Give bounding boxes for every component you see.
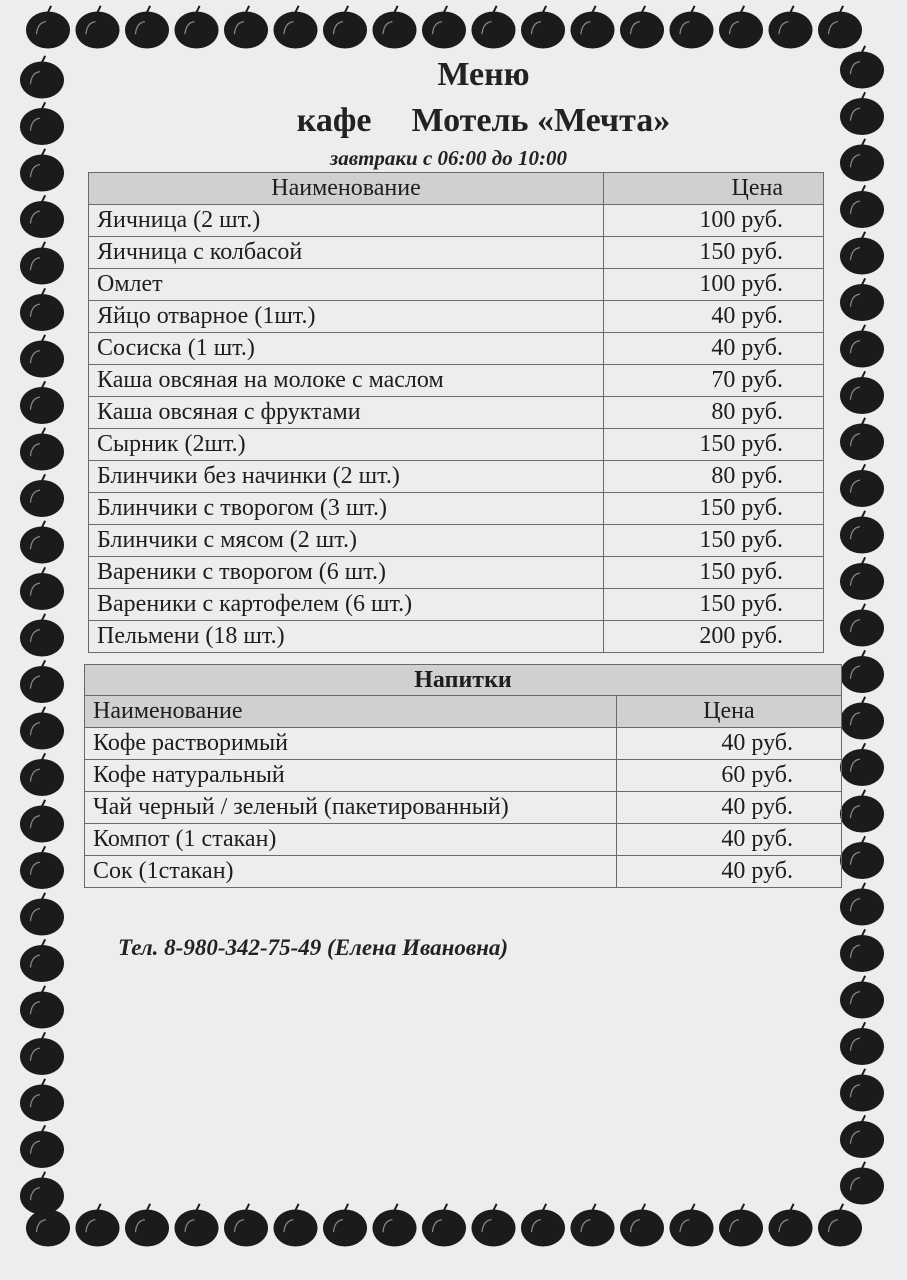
apple-icon bbox=[323, 6, 367, 49]
item-name: Кофе натуральный bbox=[85, 760, 617, 792]
item-price: 150 руб. bbox=[604, 237, 824, 269]
item-price: 100 руб. bbox=[604, 205, 824, 237]
drinks-table bbox=[84, 664, 842, 888]
apple-icon bbox=[669, 6, 713, 49]
apple-icon bbox=[125, 6, 169, 49]
drinks-section-header bbox=[85, 665, 842, 696]
item-name: Блинчики с творогом (3 шт.) bbox=[89, 493, 604, 525]
apple-icon bbox=[125, 1204, 169, 1247]
table-row bbox=[85, 856, 842, 888]
item-name: Сок (1стакан) bbox=[85, 856, 617, 888]
apple-icon bbox=[840, 464, 884, 507]
table-header-row bbox=[89, 173, 824, 205]
apple-icon bbox=[471, 1204, 515, 1247]
item-name: Чай черный / зеленый (пакетированный) bbox=[85, 792, 617, 824]
item-name: Омлет bbox=[89, 269, 604, 301]
table-row bbox=[89, 493, 824, 525]
item-name: Сосиска (1 шт.) bbox=[89, 333, 604, 365]
apple-icon bbox=[840, 418, 884, 461]
apple-icon bbox=[840, 697, 884, 740]
apple-icon bbox=[669, 1204, 713, 1247]
table-row bbox=[89, 205, 824, 237]
item-name: Яйцо отварное (1шт.) bbox=[89, 301, 604, 333]
item-price: 40 руб. bbox=[616, 824, 841, 856]
item-price: 150 руб. bbox=[604, 557, 824, 589]
apple-icon bbox=[20, 1032, 64, 1075]
apple-icon bbox=[20, 1125, 64, 1168]
item-price: 40 руб. bbox=[604, 333, 824, 365]
item-price: 150 руб. bbox=[604, 429, 824, 461]
apple-icon bbox=[20, 195, 64, 238]
apple-icon bbox=[840, 185, 884, 228]
item-name: Каша овсяная на молоке с маслом bbox=[89, 365, 604, 397]
apple-icon bbox=[719, 1204, 763, 1247]
table-row bbox=[89, 269, 824, 301]
table-row bbox=[85, 760, 842, 792]
apple-icon bbox=[768, 6, 812, 49]
apple-icon bbox=[840, 929, 884, 972]
apple-icon bbox=[570, 1204, 614, 1247]
apple-icon bbox=[20, 335, 64, 378]
apple-icon bbox=[20, 893, 64, 936]
apple-icon bbox=[620, 1204, 664, 1247]
column-header-price: Цена bbox=[604, 173, 824, 205]
menu-title: Меню bbox=[437, 56, 530, 93]
apple-icon bbox=[20, 1172, 64, 1215]
item-price: 150 руб. bbox=[604, 589, 824, 621]
apple-icon bbox=[20, 1079, 64, 1122]
apple-icon bbox=[768, 1204, 812, 1247]
item-price: 40 руб. bbox=[616, 856, 841, 888]
item-name: Каша овсяная с фруктами bbox=[89, 397, 604, 429]
apple-icon bbox=[471, 6, 515, 49]
apple-icon bbox=[20, 381, 64, 424]
apple-icon bbox=[422, 6, 466, 49]
apple-icon bbox=[20, 614, 64, 657]
table-row bbox=[85, 792, 842, 824]
apple-icon bbox=[20, 149, 64, 192]
apple-icon bbox=[75, 6, 119, 49]
apple-icon bbox=[840, 1115, 884, 1158]
table-row bbox=[89, 237, 824, 269]
apple-icon bbox=[20, 288, 64, 331]
table-row bbox=[89, 365, 824, 397]
cafe-title bbox=[30, 102, 907, 140]
item-price: 80 руб. bbox=[604, 461, 824, 493]
item-name: Сырник (2шт.) bbox=[89, 429, 604, 461]
apple-icon bbox=[372, 1204, 416, 1247]
apple-icon bbox=[224, 6, 268, 49]
apple-icon bbox=[840, 325, 884, 368]
apple-icon bbox=[840, 650, 884, 693]
item-price: 150 руб. bbox=[604, 493, 824, 525]
apple-icon bbox=[840, 743, 884, 786]
table-row bbox=[89, 333, 824, 365]
apple-icon bbox=[20, 474, 64, 517]
apple-icon bbox=[570, 6, 614, 49]
table-row bbox=[85, 728, 842, 760]
apple-icon bbox=[20, 753, 64, 796]
item-name: Блинчики с мясом (2 шт.) bbox=[89, 525, 604, 557]
cafe-label: кафе bbox=[296, 102, 372, 139]
item-price: 60 руб. bbox=[616, 760, 841, 792]
apple-icon bbox=[840, 371, 884, 414]
apple-icon bbox=[20, 800, 64, 843]
apple-icon bbox=[20, 521, 64, 564]
item-name: Яичница с колбасой bbox=[89, 237, 604, 269]
apple-icon bbox=[521, 1204, 565, 1247]
apple-icon bbox=[840, 883, 884, 926]
table-row bbox=[89, 429, 824, 461]
breakfast-hours: завтраки с 06:00 до 10:00 bbox=[330, 146, 567, 170]
breakfast-table bbox=[88, 172, 824, 653]
apple-icon bbox=[840, 976, 884, 1019]
apple-icon bbox=[840, 278, 884, 321]
drinks-section-title: Напитки bbox=[85, 665, 842, 696]
apple-icon bbox=[20, 939, 64, 982]
apple-icon bbox=[840, 1069, 884, 1112]
apple-icon bbox=[840, 511, 884, 554]
item-name: Компот (1 стакан) bbox=[85, 824, 617, 856]
apple-icon bbox=[719, 6, 763, 49]
apple-icon bbox=[818, 1204, 862, 1247]
item-name: Вареники с творогом (6 шт.) bbox=[89, 557, 604, 589]
column-header-name: Наименование bbox=[89, 173, 604, 205]
contact-phone: Тел. 8-980-342-75-49 (Елена Ивановна) bbox=[118, 935, 509, 960]
apple-icon bbox=[20, 846, 64, 889]
apple-icon bbox=[840, 557, 884, 600]
apple-icon bbox=[174, 6, 218, 49]
apple-icon bbox=[174, 1204, 218, 1247]
apple-icon bbox=[20, 986, 64, 1029]
item-price: 80 руб. bbox=[604, 397, 824, 429]
apple-icon bbox=[224, 1204, 268, 1247]
item-price: 40 руб. bbox=[616, 728, 841, 760]
apple-icon bbox=[521, 6, 565, 49]
apple-icon bbox=[20, 707, 64, 750]
apple-icon bbox=[20, 428, 64, 471]
item-name: Вареники с картофелем (6 шт.) bbox=[89, 589, 604, 621]
apple-icon bbox=[840, 1022, 884, 1065]
table-header-row bbox=[85, 696, 842, 728]
item-name: Яичница (2 шт.) bbox=[89, 205, 604, 237]
apple-icon bbox=[840, 232, 884, 275]
apple-icon bbox=[26, 6, 70, 49]
table-row bbox=[89, 461, 824, 493]
item-price: 150 руб. bbox=[604, 525, 824, 557]
item-name: Пельмени (18 шт.) bbox=[89, 621, 604, 653]
item-price: 70 руб. bbox=[604, 365, 824, 397]
column-header-name: Наименование bbox=[85, 696, 617, 728]
apple-icon bbox=[273, 1204, 317, 1247]
table-row bbox=[89, 525, 824, 557]
table-row bbox=[85, 824, 842, 856]
apple-icon bbox=[20, 660, 64, 703]
column-header-price: Цена bbox=[616, 696, 841, 728]
item-price: 40 руб. bbox=[604, 301, 824, 333]
apple-icon bbox=[840, 1162, 884, 1205]
apple-icon bbox=[20, 567, 64, 610]
apple-icon bbox=[840, 790, 884, 833]
apple-icon bbox=[422, 1204, 466, 1247]
item-price: 200 руб. bbox=[604, 621, 824, 653]
apple-icon bbox=[323, 1204, 367, 1247]
apple-icon bbox=[75, 1204, 119, 1247]
table-row bbox=[89, 621, 824, 653]
item-price: 100 руб. bbox=[604, 269, 824, 301]
apple-icon bbox=[840, 604, 884, 647]
item-name: Кофе растворимый bbox=[85, 728, 617, 760]
table-row bbox=[89, 301, 824, 333]
apple-icon bbox=[372, 6, 416, 49]
apple-icon bbox=[840, 836, 884, 879]
apple-icon bbox=[620, 6, 664, 49]
motel-name: Мотель «Мечта» bbox=[411, 102, 671, 139]
apple-icon bbox=[840, 139, 884, 182]
apple-icon bbox=[818, 6, 862, 49]
table-row bbox=[89, 397, 824, 429]
apple-icon bbox=[20, 242, 64, 285]
item-price: 40 руб. bbox=[616, 792, 841, 824]
table-row bbox=[89, 557, 824, 589]
table-row bbox=[89, 589, 824, 621]
apple-icon bbox=[273, 6, 317, 49]
item-name: Блинчики без начинки (2 шт.) bbox=[89, 461, 604, 493]
